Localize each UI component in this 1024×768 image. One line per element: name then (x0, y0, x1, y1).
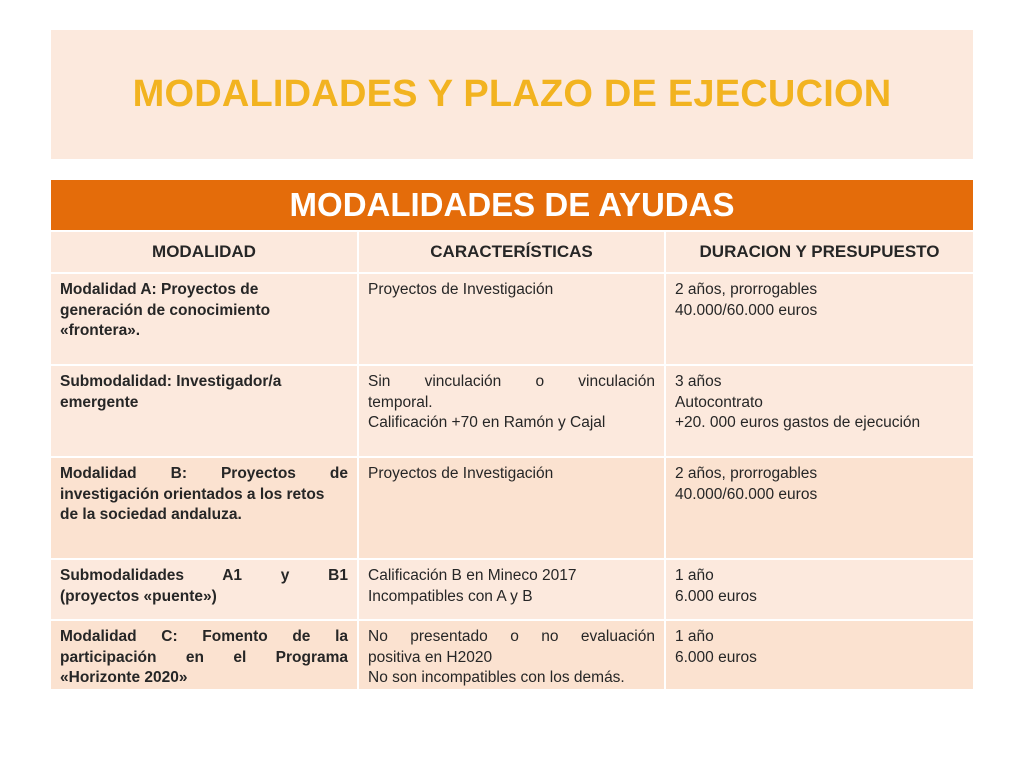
cell-modalidad (51, 365, 358, 457)
cell-line: (proyectos «puente») (60, 587, 217, 605)
cell-modalidad (51, 273, 358, 365)
header-caracteristicas: CARACTERÍSTICAS (358, 231, 665, 273)
cell-line: 1 año (675, 628, 714, 645)
cell-line: 40.000/60.000 euros (675, 301, 818, 319)
table-row (51, 365, 973, 457)
cell-line: 2 años, prorrogables (675, 281, 818, 298)
cell-line: 3 años (675, 373, 722, 390)
cell-line: Submodalidad: Investigador/a (60, 373, 282, 390)
cell-duracion (665, 365, 973, 457)
cell-modalidad (51, 559, 358, 620)
cell-line: «frontera». (60, 322, 141, 339)
cell-line: Modalidad B: Proyectos de (60, 465, 348, 482)
cell-line: emergente (60, 393, 139, 411)
cell-line: investigación orientados a los retos (60, 485, 325, 503)
cell-modalidad (51, 457, 358, 559)
cell-caracteristicas (358, 457, 665, 559)
cell-line: 40.000/60.000 euros (675, 485, 818, 503)
cell-line: Calificación +70 en Ramón y Cajal (368, 414, 606, 431)
cell-line: 2 años, prorrogables (675, 465, 818, 482)
table-caption: MODALIDADES DE AYUDAS (51, 180, 973, 231)
cell-duracion (665, 457, 973, 559)
slide-title: MODALIDADES Y PLAZO DE EJECUCION (132, 73, 892, 115)
cell-caracteristicas (358, 365, 665, 457)
header-modalidad: MODALIDAD (51, 231, 358, 273)
cell-line: 6.000 euros (675, 648, 757, 666)
cell-line: temporal. (368, 393, 433, 411)
cell-line: 1 año (675, 567, 714, 584)
table-row (51, 457, 973, 559)
header-duracion: DURACION Y PRESUPUESTO (665, 231, 973, 273)
cell-line: de la sociedad andaluza. (60, 506, 242, 523)
cell-line: Submodalidades A1 y B1 (60, 567, 348, 584)
cell-line: Modalidad C: Fomento de la (60, 628, 348, 645)
cell-caracteristicas (358, 620, 665, 690)
cell-duracion (665, 620, 973, 690)
cell-line: Calificación B en Mineco 2017 (368, 567, 577, 584)
cell-line: Sin vinculación o vinculación (368, 373, 655, 390)
cell-line: Modalidad A: Proyectos de (60, 281, 259, 298)
cell-duracion (665, 559, 973, 620)
cell-line: No presentado o no evaluación (368, 628, 655, 645)
cell-caracteristicas (358, 559, 665, 620)
cell-line: positiva en H2020 (368, 648, 493, 666)
cell-line: Autocontrato (675, 393, 763, 411)
cell-duracion (665, 273, 973, 365)
cell-modalidad (51, 620, 358, 690)
cell-line: generación de conocimiento (60, 301, 271, 319)
cell-line: No son incompatibles con los demás. (368, 669, 625, 686)
title-band (51, 30, 973, 159)
table-row (51, 273, 973, 365)
cell-line: participación en el Programa (60, 648, 348, 666)
table-row (51, 559, 973, 620)
table-row (51, 620, 973, 690)
cell-line: «Horizonte 2020» (60, 669, 188, 686)
cell-line: Incompatibles con A y B (368, 587, 533, 605)
modalidades-table (51, 180, 973, 691)
cell-caracteristicas (358, 273, 665, 365)
cell-line: +20. 000 euros gastos de ejecución (675, 414, 921, 431)
cell-line: 6.000 euros (675, 587, 757, 605)
cell-line: Proyectos de Investigación (368, 465, 554, 482)
cell-line: Proyectos de Investigación (368, 281, 554, 298)
